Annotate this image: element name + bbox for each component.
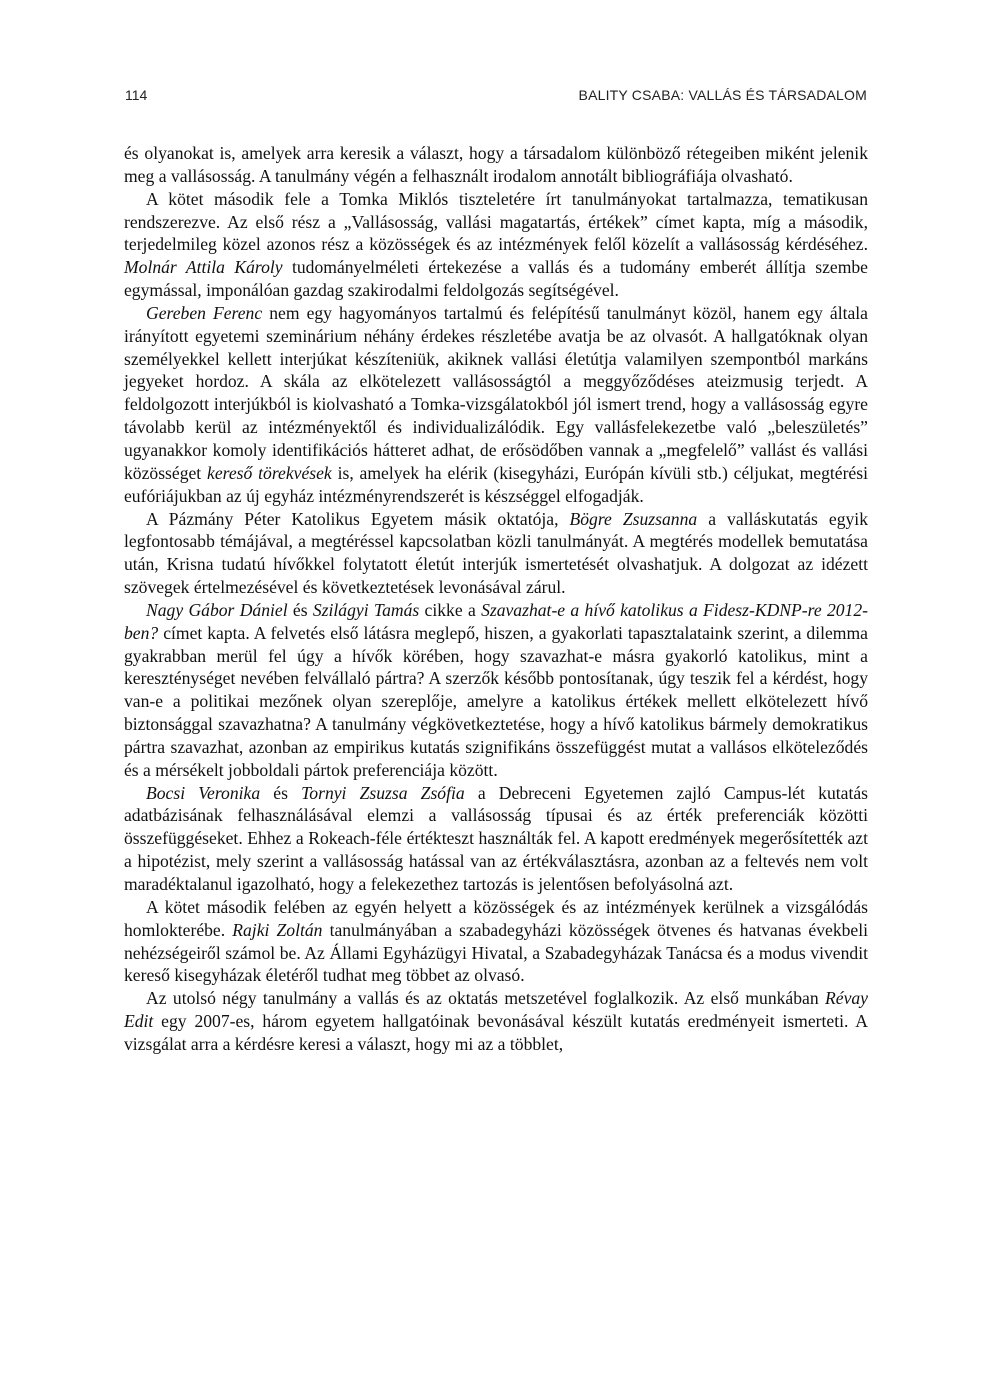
italic-run: Bocsi Veronika: [146, 782, 261, 803]
text-run: a valláskutatás egyik legfontosabb témájával, a megtéréssel kapcsolatban közli tanulmányát. A megtérés modellek bemutatása után, Krisna tudatú hívőkkel folytatott életút interjúk ismertetését olvashatjuk. A dolgozat az idézett szövegek értelmezésével és következtetések levonásával zárul.: [124, 508, 868, 598]
paragraph: [124, 142, 868, 188]
italic-run: Rajki Zoltán: [232, 919, 323, 940]
italic-run: Bögre Zsuzsanna: [569, 508, 698, 529]
text-run: Az utolsó négy tanulmány a vallás és az oktatás metszetével foglalkozik. Az első munkában: [146, 988, 826, 1009]
page-header: [125, 87, 867, 107]
paragraph: [124, 896, 868, 987]
italic-run: Nagy Gábor Dániel: [146, 599, 288, 620]
text-run: tudományelméleti értekezése a vallás és a tudomány emberét állítja szembe egymással, imponálóan gazdag szakirodalmi feldolgozás segítségével.: [124, 257, 868, 301]
page-number: 114: [125, 87, 148, 103]
italic-run: Molnár Attila Károly: [124, 257, 283, 278]
text-run: címet kapta. A felvetés első látásra meglepő, hiszen, a gyakorlati tapasztalataink szerint, a dilemma gyakrabban merül fel úgy a hívők körében, hogy szavazhat-e másra gyakorló katolikus, mint a kereszténységet nevében felvállaló pártra? A szerzők később pontosítanak, úgy teszik fel a kérdést, hogy van-e a politikai mezőnek olyan szereplője, amelyre a katolikus értékek mellett elkötelezett hívő biztonsággal szavazhatna? A tanulmány végkövetkeztetése, hogy a hívő katolikus bármely demokratikus pártra szavazhat, azonban az empirikus kutatás szignifikáns összefüggést mutat a vallásos elköteleződés és a mérsékelt jobboldali pártok preferenciája között.: [124, 622, 868, 780]
text-run: és: [287, 599, 313, 620]
text-run: cikke a: [419, 599, 482, 620]
paragraph: [124, 987, 868, 1056]
text-run: A Pázmány Péter Katolikus Egyetem másik oktatója,: [146, 508, 570, 529]
paragraph: [124, 782, 868, 896]
text-run: egy 2007-es, három egyetem hallgatóinak bevonásával készült kutatás eredményeit ismerteti. A vizsgálat arra a kérdésre keresi a választ, hogy mi az a többlet,: [124, 1011, 868, 1054]
text-run: és: [260, 782, 302, 803]
text-run: tanulmányában a szabadegyházi közösségek ötvenes és hatvanas évekbeli nehézségeiről számol be. Az Állami Egyházügyi Hivatal, a Szabadegyházak Tanácsa és a modus vivendit kereső kisegyházak életéről tudhat meg többet az olvasó.: [124, 919, 869, 986]
italic-run: Szilágyi Tamás: [312, 599, 420, 620]
paragraph: [124, 188, 868, 302]
text-run: A kötet második felében az egyén helyett a közösségek és az intézmények kerülnek a vizsgálódás homlokterébe.: [124, 896, 868, 940]
italic-run: Szavazhat-e a hívő katolikus a Fidesz-KDNP-re 2012-ben?: [124, 599, 868, 643]
text-run: is, amelyek ha elérik (kisegyházi, Európán kívüli stb.) céljukat, megtérési eufóriájukban az új egyház intézményrendszerét is készséggel elfogadják.: [124, 462, 868, 506]
text-run: a Debreceni Egyetemen zajló Campus-lét kutatás adatbázisának felhasználásával elemzi a vallásosság típusai és az érték preferenciák közötti összefüggéseket. Ehhez a Rokeach-féle értékteszt használták fel. A kapott eredmények megerősítették azt a hipotézist, mely szerint a vallásosság hatással van az értékválasztásra, azonban az a feltevés nem volt maradéktalanul igazolható, hogy a felekezethez tartozás is jelentősen befolyásolná azt.: [124, 782, 868, 894]
italic-run: Révay Edit: [124, 988, 868, 1032]
italic-run: kereső törekvések: [207, 462, 332, 483]
paragraph: [124, 302, 868, 508]
text-run: nem egy hagyományos tartalmú és felépítésű tanulmányt közöl, hanem egy általa irányított egyetemi szeminárium néhány érdekes részletébe avatja be az olvasót. A hallgatóknak olyan személyekkel kellett interjúkat készíteniük, akiknek vallási életútja valamilyen szempontból markáns jegyeket hordoz. A skála az elkötelezett vallásosságtól a meggyőződéses ateizmusig terjedt. A feldolgozott interjúkból is kiolvasható a Tomka-vizsgálatokból jól ismert trend, hogy a vallásosság egyre távolabb kerül az intézményektől és individualizálódik. Egy vallásfelekezetbe való „beleszületés” ugyanakkor komoly identifikációs hátteret adhat, de erősödőben vannak a „megfelelő” vallást és vallási közösséget: [124, 302, 868, 483]
italic-run: Gereben Ferenc: [146, 302, 263, 323]
paragraph: [124, 508, 868, 599]
paragraph: [124, 599, 868, 782]
italic-run: Tornyi Zsuzsa Zsófia: [301, 782, 465, 803]
text-run: A kötet második fele a Tomka Miklós tiszteletére írt tanulmányokat tartalmazza, tematikusan rendszerezve. Az első rész a „Vallásosság, vallási magatartás, értékek” címet kapta, míg a második, terjedelmileg közel azonos rész a közösségek és az intézmények felől közelít a vallásosság kérdéséhez.: [124, 188, 868, 255]
text-run: és olyanokat is, amelyek arra keresik a választ, hogy a társadalom különböző rétegeiben miként jelenik meg a vallásosság. A tanulmány végén a felhasznált irodalom annotált bibliográfiája olvasható.: [124, 143, 868, 186]
running-title: BALITY CSABA: VALLÁS ÉS TÁRSADALOM: [578, 87, 867, 103]
body-text: [124, 142, 868, 1056]
